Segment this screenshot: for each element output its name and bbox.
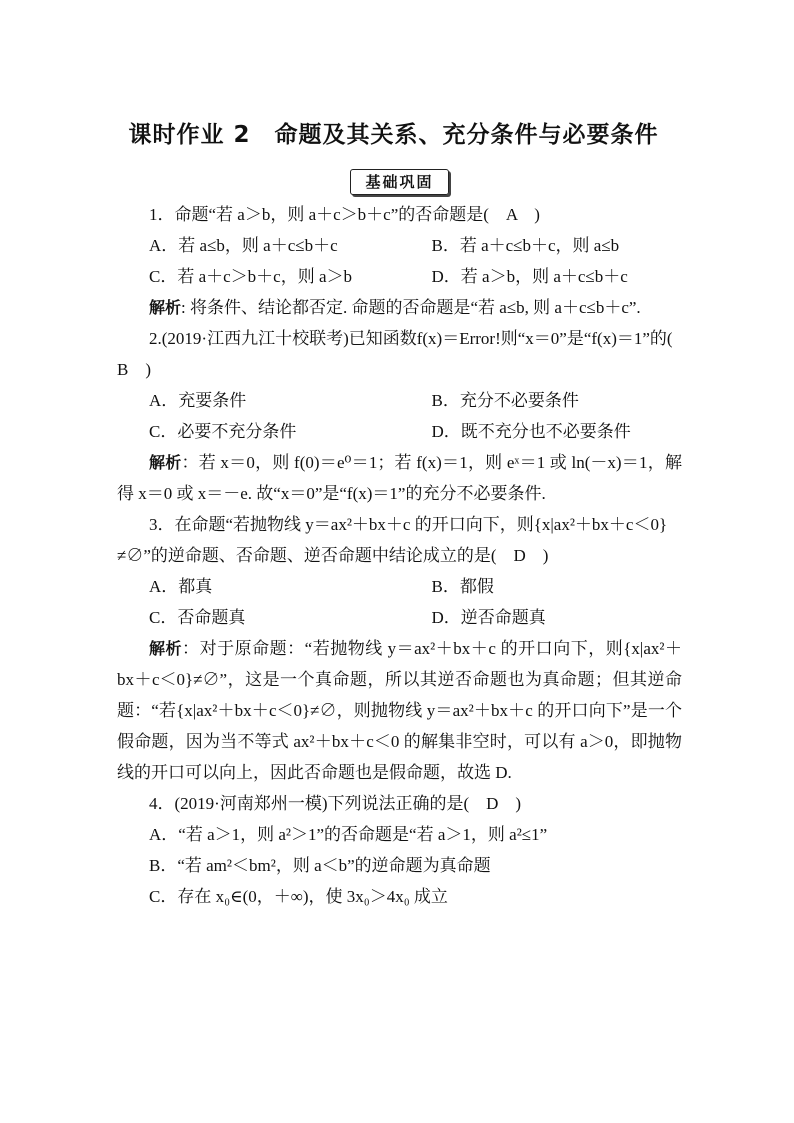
- question-4-option-b: B．“若 am²＜bm²，则 a＜b”的逆命题为真命题: [149, 856, 491, 875]
- question-4-option-a-row: [117, 819, 682, 850]
- analysis-label: 解析: [149, 298, 182, 317]
- worksheet-page: [117, 118, 690, 912]
- question-1-analysis: [117, 292, 682, 323]
- question-2-option-d: D．既不充分也不必要条件: [431, 422, 631, 441]
- question-4-option-c-row: [117, 881, 682, 912]
- question-4-option-c: C．存在 x₀∈(0，＋∞)，使 3x₀＞4x₀ 成立: [149, 887, 448, 906]
- analysis-label: 解析: [149, 453, 182, 472]
- question-1-option-b: B．若 a＋c≤b＋c，则 a≤b: [431, 236, 620, 255]
- page-title: 课时作业 2 命题及其关系、充分条件与必要条件: [128, 122, 659, 148]
- question-1-option-a: A．若 a≤b，则 a＋c≤b＋c: [149, 236, 338, 255]
- question-1-options-row2: [117, 261, 682, 292]
- question-3-analysis-text: ：对于原命题：“若抛物线 y＝ax²＋bx＋c 的开口向下，则{x|ax²＋bx＋c＜0}≠∅”，这是一个真命题，所以其逆否命题也为真命题；但其逆命题：“若{x|ax²＋bx＋c＜0}≠∅，则抛物线 y＝ax²＋bx＋c 的开口向下”是一个假命题，因为当不等式 ax²＋bx＋c＜0 的解集非空时，可以有 a＞0，即抛物线的开口可以向上，因此否命题也是假命题，故选 D.: [117, 639, 682, 782]
- question-2-analysis: [117, 447, 682, 509]
- question-1-analysis-text: : 将条件、结论都否定. 命题的否命题是“若 a≤b, 则 a＋c≤b＋c”.: [181, 298, 641, 317]
- question-3-options-row2: [117, 602, 682, 633]
- question-3-option-a: A．都真: [149, 577, 213, 596]
- question-2-options-row1: [117, 385, 682, 416]
- question-1-option-d: D．若 a＞b，则 a＋c≤b＋c: [431, 267, 628, 286]
- question-2-options-row2: [117, 416, 682, 447]
- question-3-analysis: [117, 633, 682, 788]
- question-1-stem: 1．命题“若 a＞b，则 a＋c＞b＋c”的否命题是( A ): [149, 205, 540, 224]
- question-1-option-c: C．若 a＋c＞b＋c，则 a＞b: [149, 267, 353, 286]
- section-badge: 基础巩固: [350, 169, 448, 195]
- question-2-option-b: B．充分不必要条件: [431, 391, 579, 410]
- question-2-stem: 2.(2019·江西九江十校联考)已知函数f(x)＝Error!则“x＝0”是“f(x)＝1”的( B ): [117, 329, 690, 379]
- question-2-option-c: C．必要不充分条件: [149, 422, 297, 441]
- question-2-analysis-text: ：若 x＝0，则 f(0)＝e⁰＝1；若 f(x)＝1，则 eˣ＝1 或 ln(－x)＝1，解得 x＝0 或 x＝－e. 故“x＝0”是“f(x)＝1”的充分不必要条件.: [117, 453, 682, 503]
- question-3-options-row1: [117, 571, 682, 602]
- question-3-option-d: D．逆否命题真: [431, 608, 546, 627]
- question-4-stem: 4．(2019·河南郑州一模)下列说法正确的是( D ): [149, 794, 522, 813]
- question-1-options-row1: [117, 230, 682, 261]
- question-3-option-b: B．都假: [431, 577, 494, 596]
- question-2-option-a: A．充要条件: [149, 391, 247, 410]
- analysis-label: 解析: [149, 639, 183, 658]
- section-badge-wrap: [117, 166, 682, 197]
- question-4-option-b-row: [117, 850, 682, 881]
- question-4-option-a: A．“若 a＞1，则 a²＞1”的否命题是“若 a＞1，则 a²≤1”: [149, 825, 548, 844]
- question-3-stem: 3．在命题“若抛物线 y＝ax²＋bx＋c 的开口向下，则{x|ax²＋bx＋c＜0}≠∅”的逆命题、否命题、逆否命题中结论成立的是( D ): [117, 515, 668, 565]
- question-3-option-c: C．否命题真: [149, 608, 246, 627]
